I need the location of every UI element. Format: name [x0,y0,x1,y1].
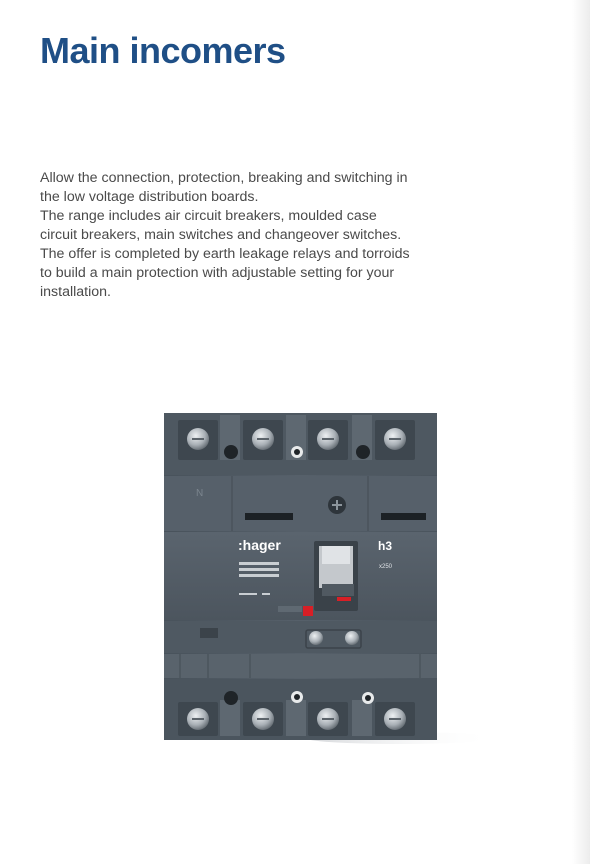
lower-screw [309,631,323,645]
mid-separator [164,654,437,678]
paragraph-line: The offer is completed by earth leakage relays and torroids [40,246,410,262]
model-label: x250 [379,564,393,570]
paragraph-line: the low voltage distribution boards. [40,189,259,205]
intro-paragraph [40,169,440,302]
page-title: Main incomers [40,30,286,71]
trip-indicator [337,597,351,601]
brand-logo: :hager [238,537,281,553]
paragraph-line: circuit breakers, main switches and changeover switches. [40,227,402,243]
series-logo: h3 [378,539,393,553]
left-slot [245,513,293,520]
paragraph-line: The range includes air circuit breakers, moulded case [40,208,377,224]
paragraph-line: to build a main protection with adjustable setting for your [40,265,395,281]
lower-screw [345,631,359,645]
paragraph-line: Allow the connection, protection, breaking and switching in [40,170,408,186]
right-slot [381,513,426,520]
neutral-mark: N [196,488,204,499]
circuit-breaker-image [150,405,495,750]
test-button [303,606,313,616]
top-terminals [178,415,415,460]
page-edge-shade [572,0,590,864]
paragraph-line: installation. [40,284,111,300]
upper-cover [164,476,437,531]
